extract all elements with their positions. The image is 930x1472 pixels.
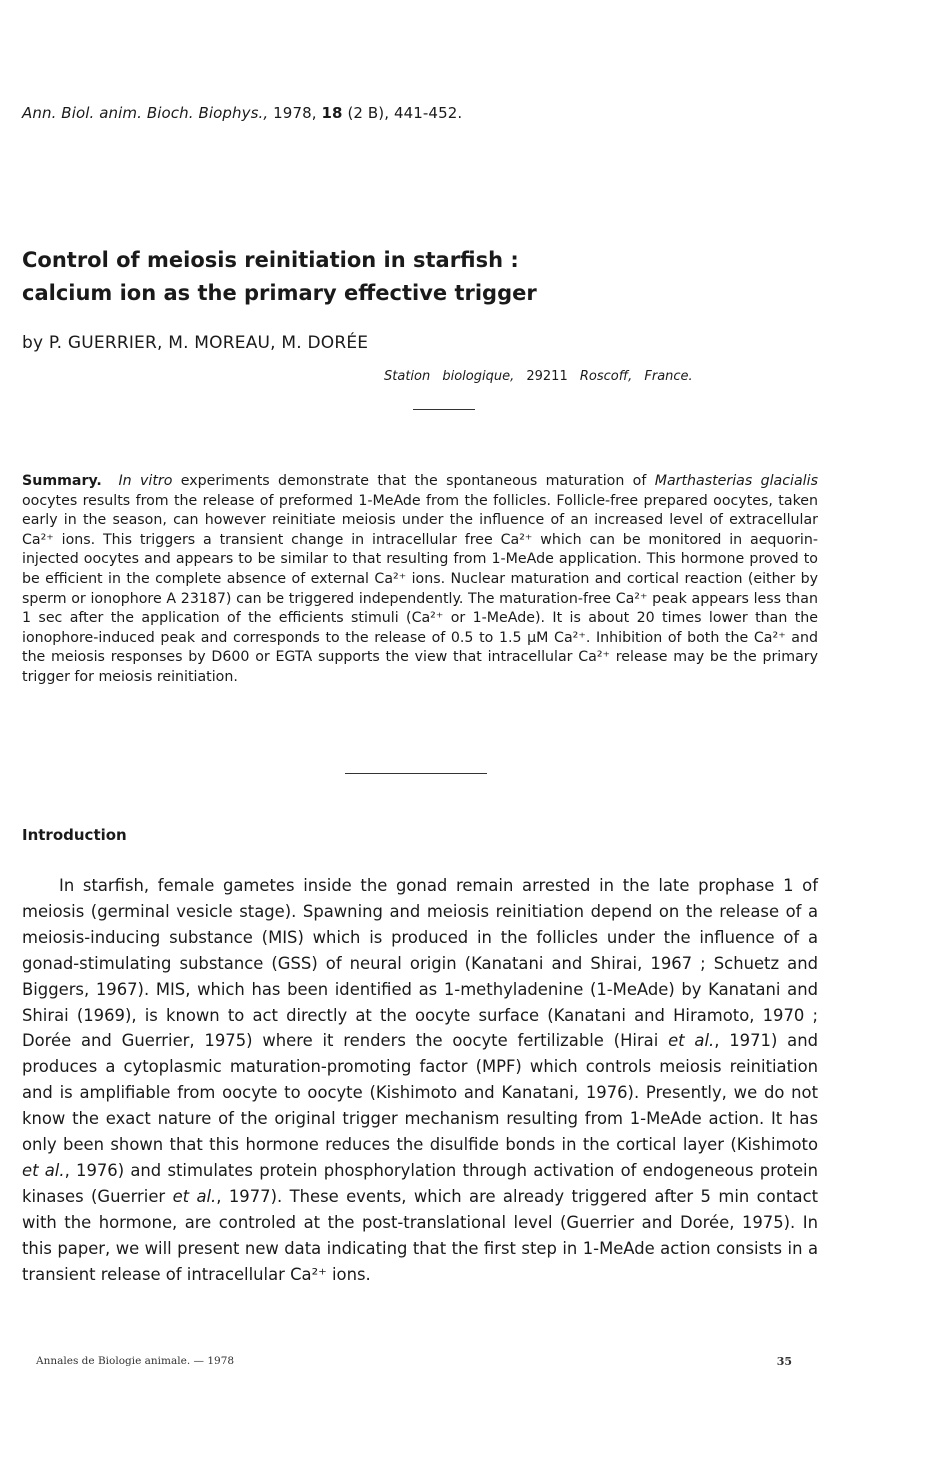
summary-paragraph: [22, 472, 818, 688]
affiliation: [384, 369, 693, 384]
title-line-1: Control of meiosis reinitiation in starfish :: [22, 248, 519, 272]
article-title: [22, 244, 722, 310]
intro-et-al-2: et al.: [22, 1160, 65, 1180]
separator-rule: [413, 409, 475, 410]
affiliation-place: Roscoff, France.: [579, 369, 693, 384]
affiliation-postcode: 29211: [526, 369, 568, 384]
introduction-heading: Introduction: [22, 826, 127, 844]
journal-citation: [22, 104, 462, 122]
intro-et-al-3: et al.: [172, 1186, 217, 1206]
title-line-2: calcium ion as the primary effective trigger: [22, 281, 537, 305]
summary-emphasis-in-vitro: In vitro: [118, 473, 173, 489]
summary-label: Summary.: [22, 473, 102, 489]
summary-text-2: oocytes results from the release of preformed 1-MeAde from the follicles. Follicle-free prepared oocytes, taken early in the season, can however reinitiate meiosis under the influence of an increased level of extracellular Ca²⁺ ions. This triggers a transient change in intracellular free Ca²⁺ which can be monitored in aequorin-injected oocytes and appears to be similar to that resulting from 1-MeAde application. This hormone proved to be efficient in the complete absence of external Ca²⁺ ions. Nuclear maturation and cortical reaction (either by sperm or ionophore A 23187) can be triggered independently. The maturation-free Ca²⁺ peak appears less than 1 sec after the application of the efficients stimuli (Ca²⁺ or 1-MeAde). It is about 20 times lower than the ionophore-induced peak and corresponds to the release of 0.5 to 1.5 μM Ca²⁺. Inhibition of both the Ca²⁺ and the meiosis responses by D600 or EGTA supports the view that intracellular Ca²⁺ release may be the primary trigger for meiosis reinitiation.: [22, 492, 818, 685]
summary-species-name: Marthasterias glacialis: [654, 473, 818, 489]
separator-rule: [345, 773, 487, 774]
journal-issue-pages: (2 B), 441-452.: [347, 104, 463, 122]
intro-et-al-1: et al.: [668, 1031, 715, 1051]
journal-year: 1978,: [273, 104, 317, 122]
authors: by P. GUERRIER, M. MOREAU, M. DORÉE: [22, 333, 369, 353]
intro-text-1: In starfish, female gametes inside the gonad remain arrested in the late prophase 1 of meiosis (germinal vesicle stage). Spawning and meiosis reinitiation depend on the release of a meiosis-inducing substance (MIS) which is produced in the follicles under the influence of a gonad-stimulating substance (GSS) of neural origin (Kanatani and Shirai, 1967 ; Schuetz and Biggers, 1967). MIS, which has been identified as 1-methyladenine (1-MeAde) by Kanatani and Shirai (1969), is known to act directly at the oocyte surface (Kanatani and Hiramoto, 1970 ; Dorée and Guerrier, 1975) where it renders the oocyte fertilizable (Hirai: [22, 876, 818, 1051]
journal-name: Ann. Biol. anim. Bioch. Biophys.,: [22, 104, 269, 122]
page-number: 35: [776, 1355, 792, 1368]
footer-journal: Annales de Biologie animale. — 1978: [36, 1355, 235, 1367]
affiliation-name: Station biologique,: [384, 369, 515, 384]
introduction-paragraph: [22, 873, 818, 1288]
intro-text-2: , 1971) and produces a cytoplasmic maturation-promoting factor (MPF) which controls meiosis reinitiation and is amplifiable from oocyte to oocyte (Kishimoto and Kanatani, 1976). Presently, we do not know the exact nature of the original trigger mechanism resulting from 1-MeAde action. It has only been shown that this hormone reduces the disulfide bonds in the cortical layer (Kishimoto: [22, 1031, 819, 1155]
journal-volume: 18: [321, 104, 343, 122]
intro-text-3: , 1976) and stimulates protein phosphorylation through activation of endogeneous protein kinases (Guerrier: [22, 1160, 818, 1206]
intro-text-4: , 1977). These events, which are already triggered after 5 min contact with the hormone, are controled at the post-translational level (Guerrier and Dorée, 1975). In this paper, we will present new data indicating that the first step in 1-MeAde action consists in a transient release of intracellular Ca²⁺ ions.: [22, 1186, 819, 1284]
summary-text-1: experiments demonstrate that the spontaneous maturation of: [172, 473, 655, 489]
page-footer: [36, 1355, 792, 1367]
